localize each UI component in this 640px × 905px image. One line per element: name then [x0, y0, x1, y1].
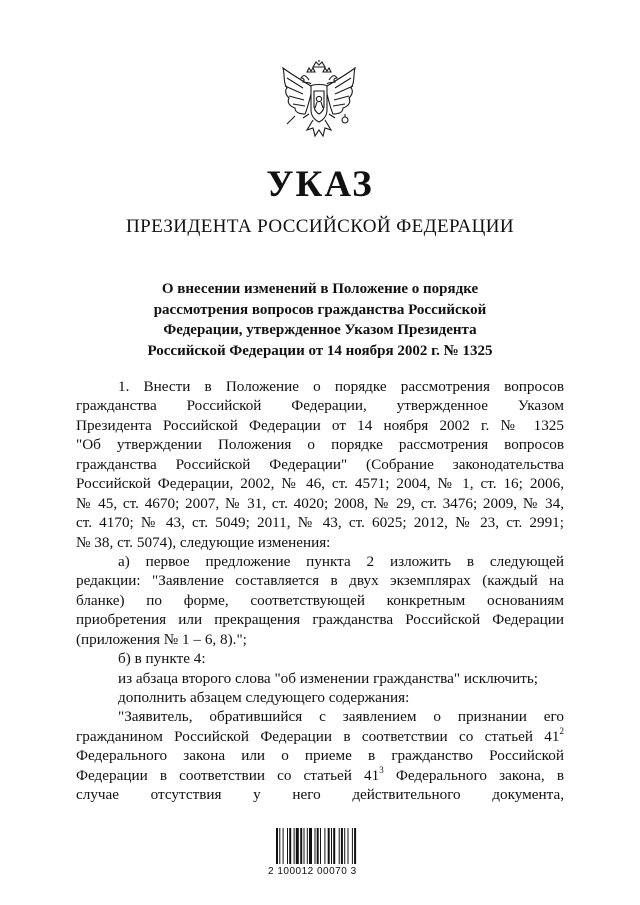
barcode-bar — [276, 828, 278, 864]
barcode-bar — [317, 828, 319, 864]
body-line: случае отсутствия у него действительного документа, — [76, 786, 564, 804]
body-line: дополнить абзацем следующего содержания: — [118, 689, 410, 706]
barcode-bar — [304, 828, 305, 864]
body-line: Президента Российской Федерации от 14 ноября 2002 г. № 1325 — [76, 416, 564, 434]
document-title: УКАЗ — [266, 164, 374, 205]
body-line: "Заявитель, обратившийся с заявлением о признании его — [118, 708, 564, 726]
heading-line: Российской Федерации от 14 ноября 2002 г. № 1325 — [147, 342, 493, 359]
barcode-bar — [344, 828, 345, 864]
barcode-bar — [339, 828, 340, 864]
barcode-bar — [341, 828, 343, 864]
barcode-bar — [283, 828, 284, 864]
decree-body-text — [76, 377, 564, 805]
body-line: б) в пункте 4: — [118, 650, 206, 668]
document-subtitle: ПРЕЗИДЕНТА РОССИЙСКОЙ ФЕДЕРАЦИИ — [126, 216, 514, 237]
body-line: № 45, ст. 4670; 2007, № 31, ст. 4020; 2008, № 29, ст. 3476; 2009, № 34, — [76, 494, 564, 512]
barcode-bar — [328, 828, 330, 864]
barcode-bar — [309, 828, 312, 864]
barcode-bar — [352, 828, 353, 864]
barcode-bar — [324, 828, 325, 864]
decree-heading — [90, 279, 550, 361]
barcode-bar — [300, 828, 302, 864]
barcode-number: 2 100012 00070 3 — [268, 866, 357, 877]
barcode-bar — [289, 828, 291, 864]
body-line: редакции: "Заявление составляется в двух экземплярах (каждый на — [76, 572, 564, 590]
body-line: Федерального закона или о приеме в гражданство Российской — [76, 747, 564, 765]
barcode-bar — [354, 828, 356, 864]
body-line: (приложения № 1 – 6, 8)."; — [76, 630, 247, 648]
body-line: "Об утверждении Положения о порядке рассмотрения вопросов — [76, 436, 564, 454]
body-line: ст. 4170; № 43, ст. 5049; 2011, № 43, ст. 6025; 2012, № 23, ст. 2991; — [76, 514, 564, 532]
body-line: приобретения или прекращения гражданства Российской Федерации — [76, 611, 564, 629]
body-line: а) первое предложение пункта 2 изложить в следующей — [118, 552, 564, 570]
barcode-bar — [331, 828, 332, 864]
barcode-bar — [307, 828, 308, 864]
body-line: гражданином Российской Федерации в соответствии со статьей $41^2$ — [76, 725, 564, 745]
body-line: гражданства Российской Федерации" (Собрание законодательства — [76, 455, 564, 473]
body-line: № 38, ст. 5074), следующие изменения: — [76, 533, 331, 551]
barcode-bar — [315, 828, 316, 864]
body-line: бланке) по форме, соответствующей конкретным основаниям — [76, 591, 564, 609]
heading-line: рассмотрения вопросов гражданства Российской — [153, 301, 487, 318]
coat-of-arms-emblem — [273, 58, 365, 144]
body-line: 1. Внести в Положение о порядке рассмотрения вопросов — [118, 378, 564, 395]
barcode-bar — [287, 828, 288, 864]
barcode-bar — [294, 828, 295, 864]
body-line: Российской Федерации, 2002, № 46, ст. 4571; 2004, № 1, ст. 16; 2006, — [76, 475, 564, 493]
heading-line: О внесении изменений в Положение о порядке — [161, 281, 479, 297]
barcode-bar — [279, 828, 280, 864]
body-line: из абзаца второго слова "об изменении гражданства" исключить; — [118, 669, 538, 687]
barcode-bar — [296, 828, 299, 864]
barcode-bar — [320, 828, 321, 864]
barcode-bar — [348, 828, 349, 864]
body-line: Федерации в соответствии со статьей $41^3$ Федерального закона, в — [76, 764, 564, 784]
superscript: 2 — [559, 725, 564, 736]
superscript: 3 — [379, 764, 384, 775]
heading-line: Федерации, утвержденное Указом Президента — [163, 322, 477, 338]
barcode-bar — [333, 828, 335, 864]
body-line: гражданства Российской Федерации, утвержденное Указом — [76, 397, 564, 415]
